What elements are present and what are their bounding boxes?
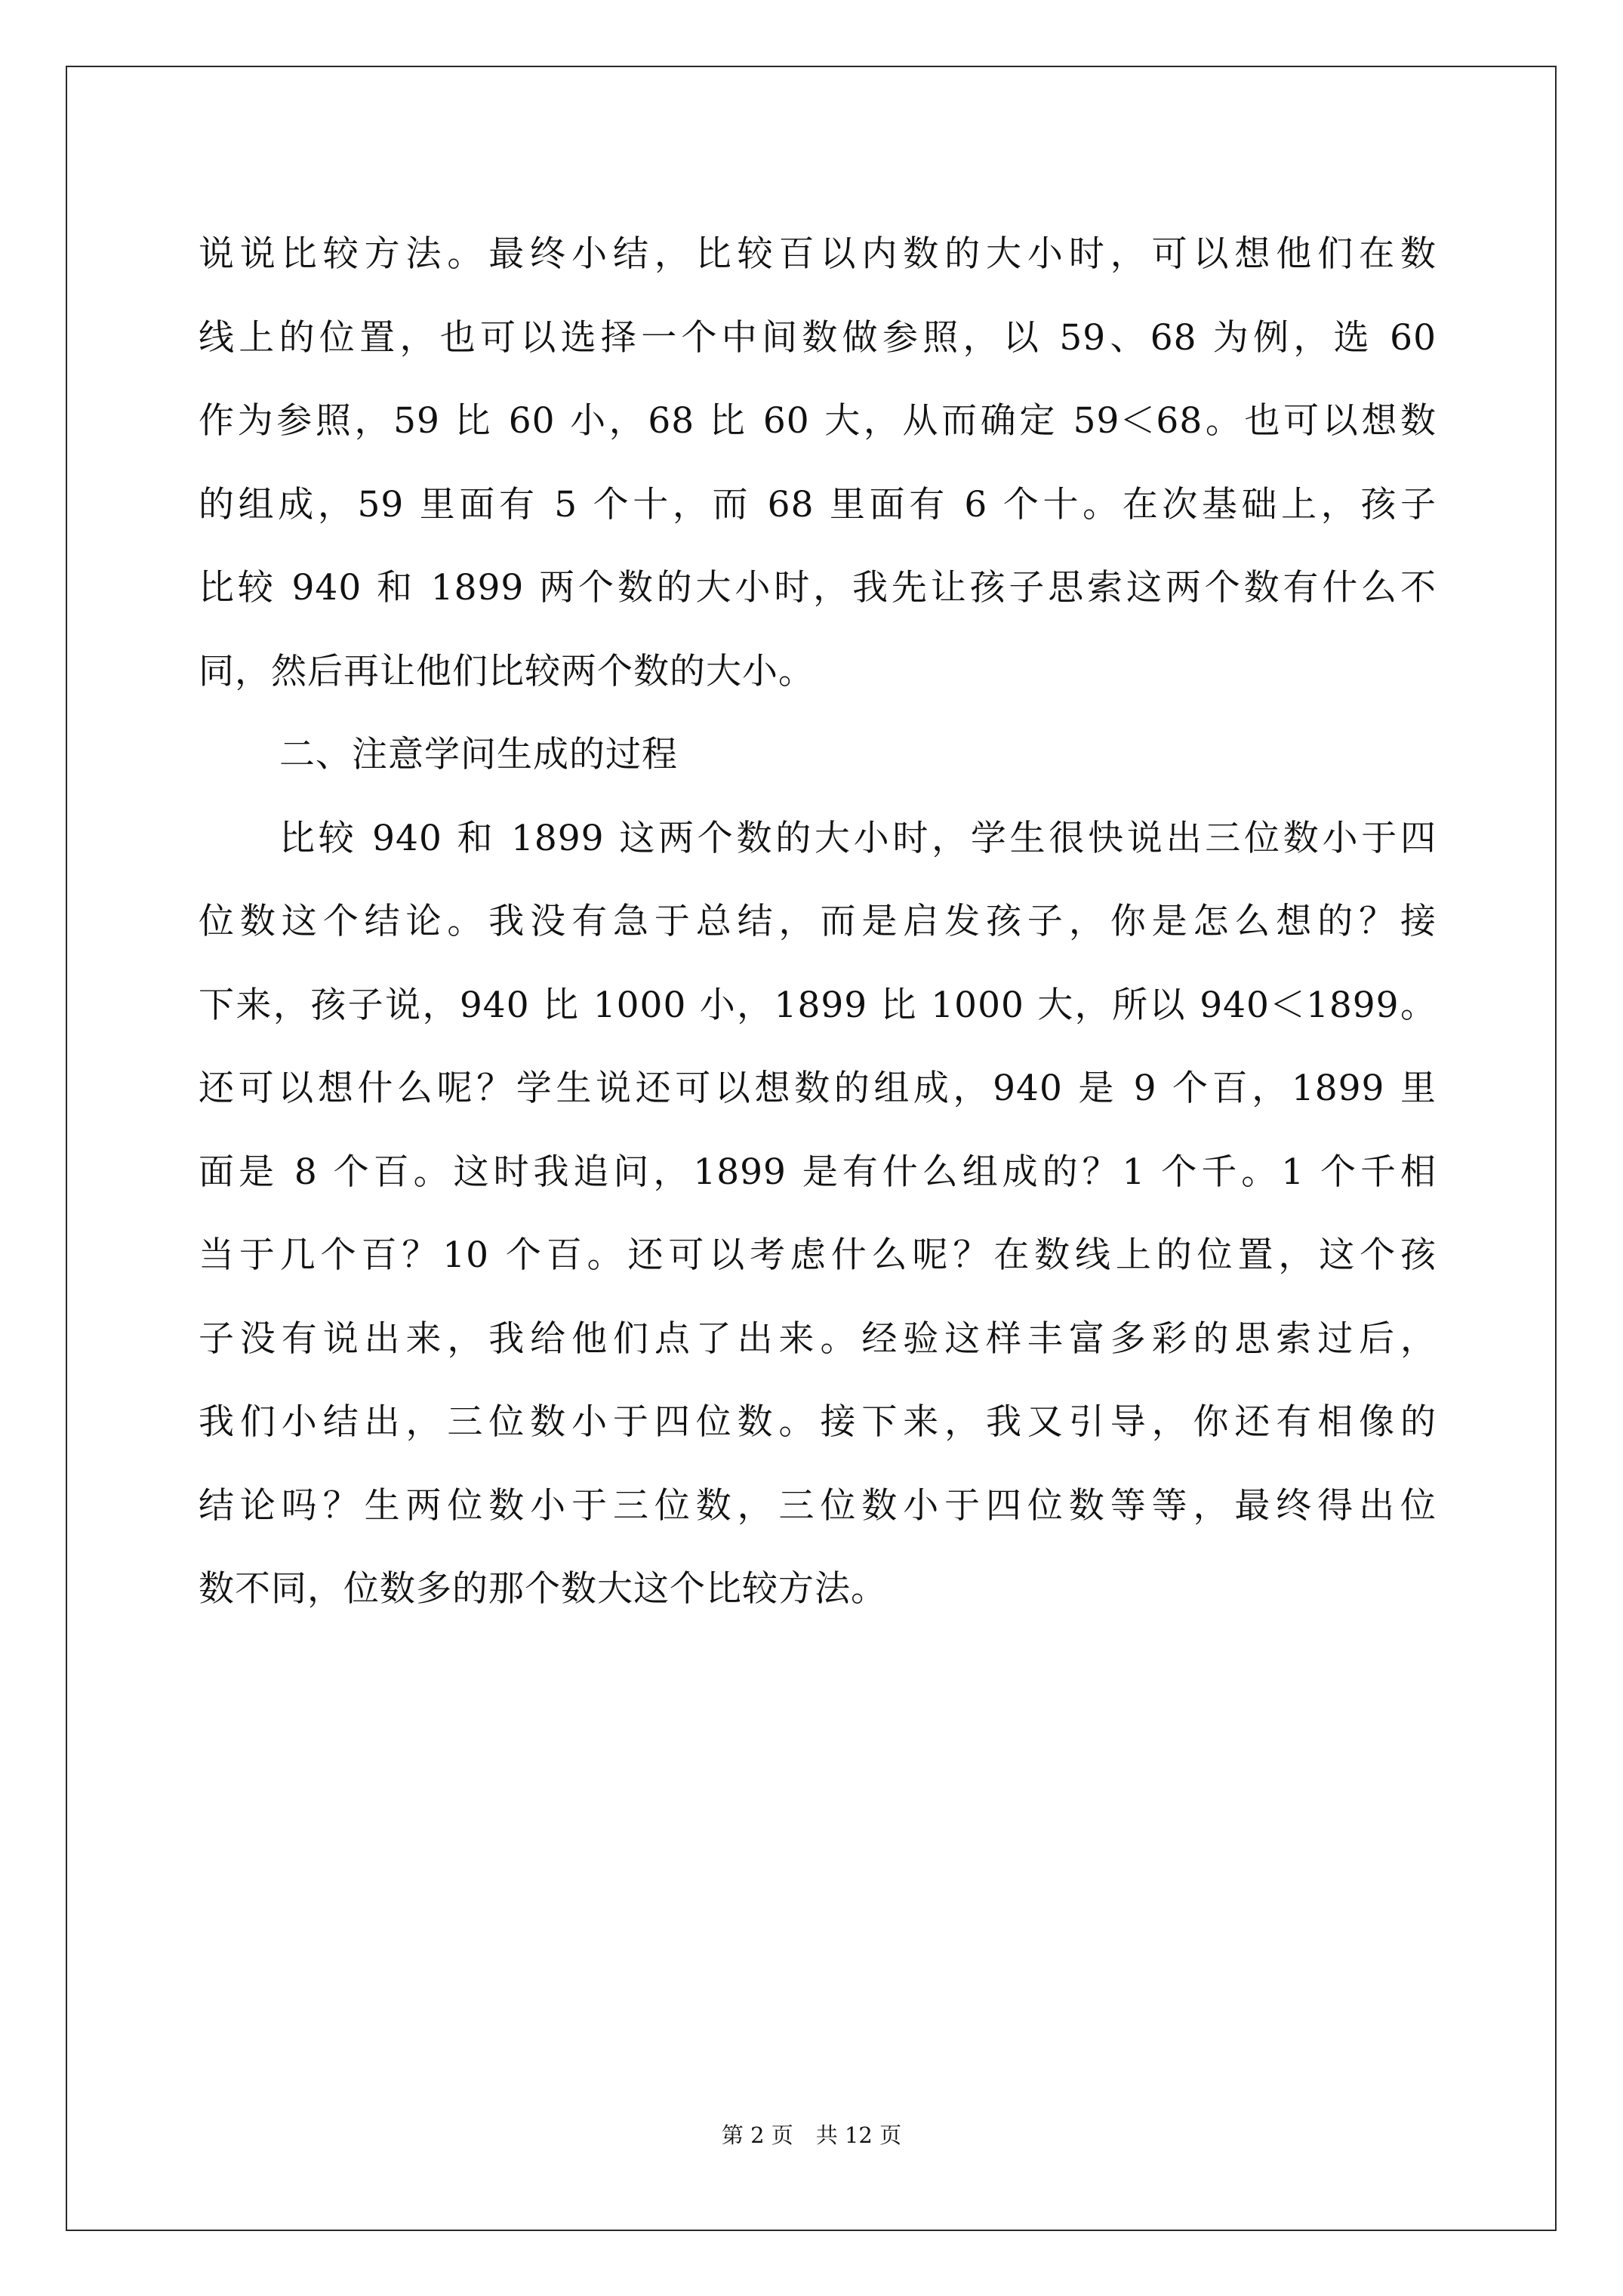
text-line: 同，然后再让他们比较两个数的大小。 — [199, 650, 815, 692]
text-line: 面是 8 个百。这时我追问，1899 是有什么组成的？1 个千。1 个千相 — [199, 1151, 1437, 1193]
text-line: 位数这个结论。我没有急于总结，而是启发孩子，你是怎么想的？接 — [199, 901, 1437, 942]
text-line: 说说比较方法。最终小结，比较百以内数的大小时，可以想他们在数 — [199, 233, 1437, 275]
text-line: 作为参照，59 比 60 小，68 比 60 大，从而确定 59＜68。也可以想数 — [199, 400, 1437, 442]
text-line: 比较 940 和 1899 两个数的大小时，我先让孩子思索这两个数有什么不 — [199, 567, 1437, 609]
document-body — [199, 213, 1437, 1632]
text-line: 子没有说出来，我给他们点了出来。经验这样丰富多彩的思索过后， — [199, 1318, 1437, 1360]
text-line: 当于几个百？10 个百。还可以考虑什么呢？在数线上的位置，这个孩 — [199, 1234, 1437, 1276]
page-number: 第 2 页 — [721, 2122, 793, 2148]
text-line: 下来，孩子说，940 比 1000 小，1899 比 1000 大，所以 940＜1899。 — [199, 984, 1437, 1026]
text-line: 还可以想什么呢？学生说还可以想数的组成，940 是 9 个百，1899 里 — [199, 1068, 1437, 1109]
page-total: 共 12 页 — [815, 2122, 902, 2148]
text-line: 的组成，59 里面有 5 个十，而 68 里面有 6 个十。在次基础上，孩子 — [199, 483, 1437, 525]
text-line: 我们小结出，三位数小于四位数。接下来，我又引导，你还有相像的 — [199, 1401, 1437, 1443]
text-line: 结论吗？生两位数小于三位数，三位数小于四位数等等，最终得出位 — [199, 1484, 1437, 1527]
text-line: 比较 940 和 1899 这两个数的大小时，学生很快说出三位数小于四 — [279, 817, 1437, 859]
text-line: 数不同，位数多的那个数大这个比较方法。 — [199, 1568, 887, 1610]
section-heading: 二、注意学问生成的过程 — [279, 734, 678, 775]
page-footer — [0, 2119, 1623, 2150]
text-line: 线上的位置，也可以选择一个中间数做参照，以 59、68 为例，选 60 — [199, 316, 1437, 359]
